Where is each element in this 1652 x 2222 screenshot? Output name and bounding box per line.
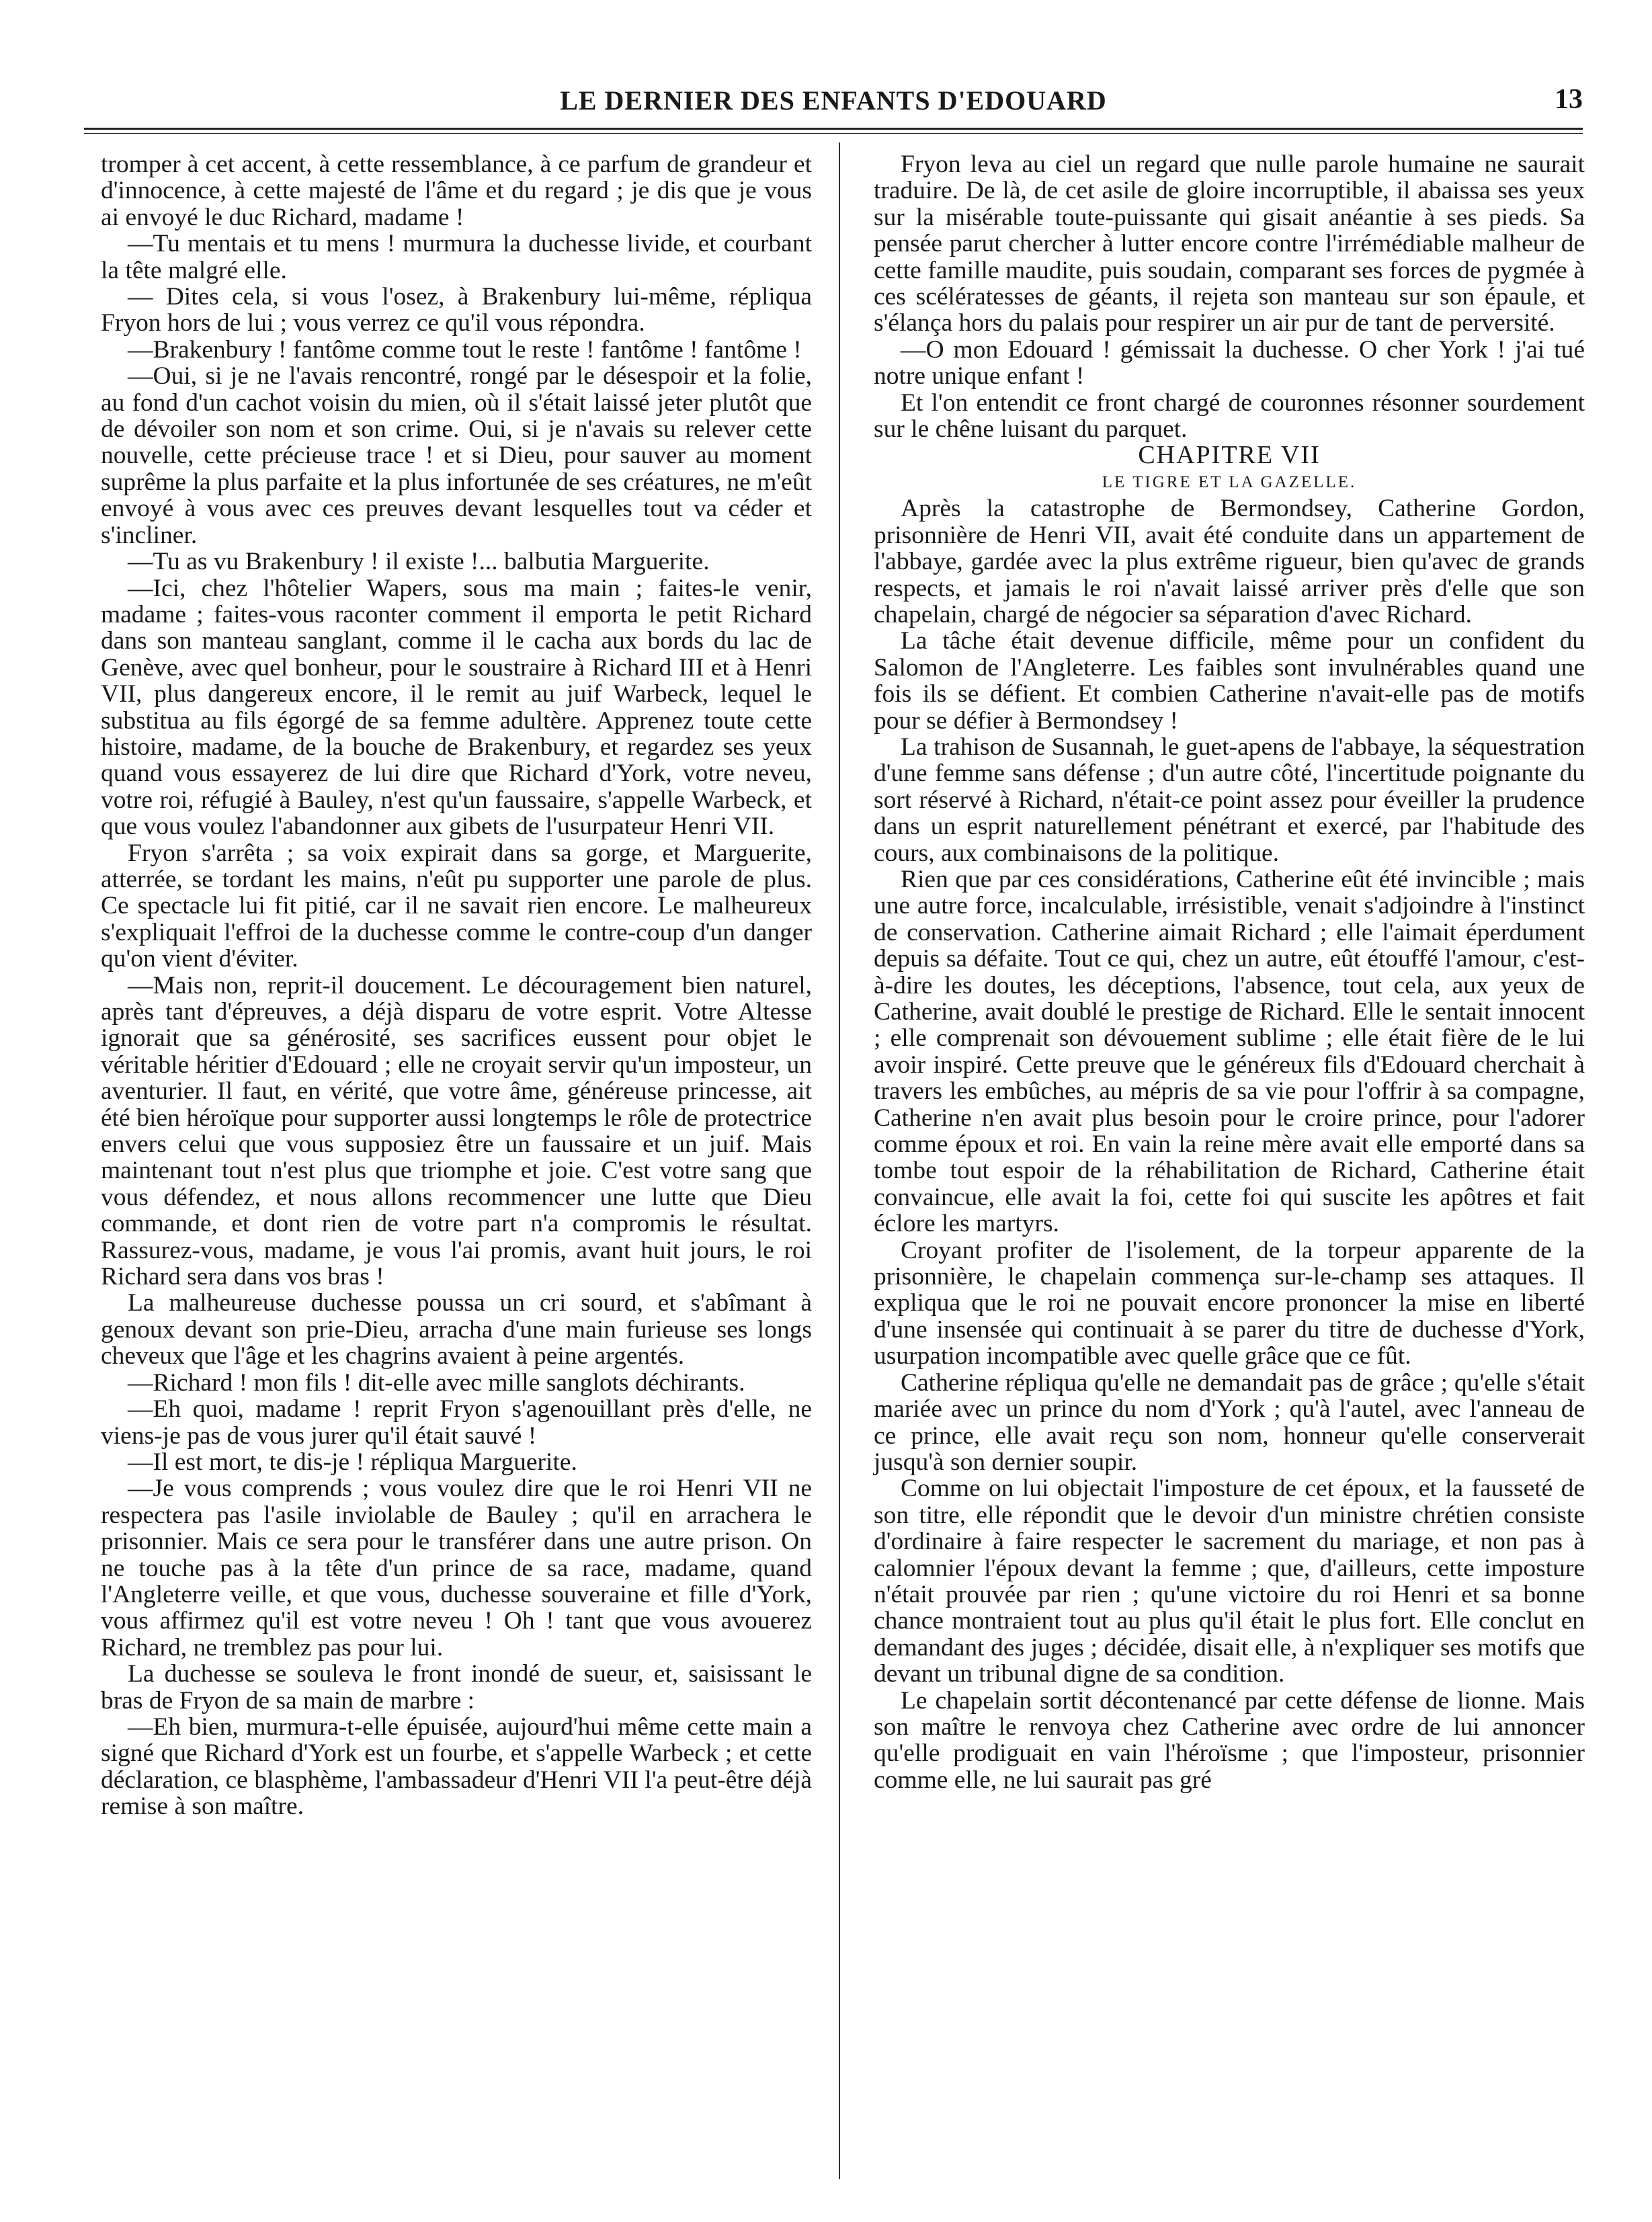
paragraph: Croyant profiter de l'isolement, de la torpeur apparente de la prisonnière, le chapelain commença sur-le-champ ses attaques. Il expliqua que le roi ne pouvait encore prononcer la mise en liberté d'une insensée qui continuait à se parer du titre de duchesse d'York, usurpation incompatible avec quelle grâce que ce fût. xyxy=(874,1236,1585,1370)
paragraph: La malheureuse duchesse poussa un cri sourd, et s'abîmant à genoux devant son prie-Dieu, arracha d'une main furieuse ses longs cheveux que l'âge et les chagrins avaient à peine argentés. xyxy=(101,1289,812,1370)
paragraph: Et l'on entendit ce front chargé de couronnes résonner sourdement sur le chêne luisant du parquet. xyxy=(874,388,1585,444)
paragraph: La tâche était devenue difficile, même pour un confident du Salomon de l'Angleterre. Les faibles sont invulnérables quand une fois ils se défient. Et combien Catherine n'avait-elle pas de motifs pour se défier à Bermondsey ! xyxy=(874,627,1585,735)
right-column xyxy=(874,151,1585,1793)
running-header xyxy=(84,79,1583,120)
paragraph: —Ici, chez l'hôtelier Wapers, sous ma main ; faites-le venir, madame ; faites-vous raconter comment il emporta le petit Richard dans son manteau sanglant, comme il le cacha aux bords du lac de Genève, avec quel bonheur, pour le soustraire à Richard III et à Henri VII, plus dangereux encore, il le remit au juif Warbeck, lequel le substitua au fils égorgé de sa femme adultère. Apprenez toute cette histoire, madame, de la bouche de Brakenbury, et regardez ses yeux quand vous essayerez de lui dire que Richard d'York, votre neveu, votre roi, réfugié à Bauley, n'est qu'un faussaire, s'appelle Warbeck, et que vous voulez l'abandonner aux gibets de l'usurpateur Henri VII. xyxy=(101,574,812,841)
paragraph: tromper à cet accent, à cette ressemblance, à ce parfum de grandeur et d'innocence, à cette majesté de l'âme et du regard ; je dis que je vous ai envoyé le duc Richard, madame ! xyxy=(101,151,812,231)
paragraph: —Brakenbury ! fantôme comme tout le reste ! fantôme ! fantôme ! xyxy=(128,335,802,364)
paragraph: —Mais non, reprit-il doucement. Le découragement bien naturel, après tant d'épreuves, a déjà disparu de votre esprit. Votre Altesse ignorait que sa générosité, ses sacrifices eussent pour objet le véritable héritier d'Edouard ; elle ne croyait servir qu'un imposteur, un aventurier. Il faut, en vérité, que votre âme, généreuse princesse, ait été bien héroïque pour supporter aussi longtemps le rôle de protectrice envers celui que vous supposiez être un faussaire et un juif. Mais maintenant tout n'est plus que triomphe et joie. C'est votre sang que vous défendez, et nous allons recommencer une lutte que Dieu commande, et dont rien de votre part n'a compromis le résultat. Rassurez-vous, madame, je vous l'ai promis, avant huit jours, le roi Richard sera dans vos bras ! xyxy=(101,971,812,1291)
paragraph: Fryon s'arrêta ; sa voix expirait dans sa gorge, et Marguerite, atterrée, se tordant les mains, n'eût pu supporter une parole de plus. Ce spectacle lui fit pitié, car il ne savait rien encore. Le malheureux s'expliquait l'effroi de la duchesse comme le contre-coup d'un danger qu'on vient d'éviter. xyxy=(101,839,812,973)
paragraph: Après la catastrophe de Bermondsey, Catherine Gordon, prisonnière de Henri VII, avait été conduite dans un appartement de l'abbaye, gardée avec la plus extrême rigueur, bien qu'avec de grands respects, et jamais le roi n'avait laissé arriver près d'elle que son chapelain, chargé de négocier sa séparation d'avec Richard. xyxy=(874,495,1585,628)
paragraph: —Tu as vu Brakenbury ! il existe !... balbutia Marguerite. xyxy=(128,548,710,576)
header-rule-thin xyxy=(84,133,1583,134)
paragraph: — Dites cela, si vous l'osez, à Brakenbury lui-même, répliqua Fryon hors de lui ; vous verrez ce qu'il vous répondra. xyxy=(101,283,812,337)
paragraph: —Oui, si je ne l'avais rencontré, rongé par le désespoir et la folie, au fond d'un cachot voisin du mien, où il s'était laissé jeter plutôt que de dévoiler son nom et son crime. Oui, si je n'avais su relever cette nouvelle, cette précieuse trace ! et si Dieu, pour sauver au moment suprême la plus parfaite et la plus infortunée de ses créatures, ne m'eût envoyé à vous avec ces preuves devant lesquelles tout va céder et s'incliner. xyxy=(101,362,812,549)
paragraph: —Je vous comprends ; vous voulez dire que le roi Henri VII ne respectera pas l'asile inviolable de Bauley ; qu'il en arrachera le prisonnier. Mais ce sera pour le transférer dans une autre prison. On ne touche pas à la tête d'un prince de sa race, madame, quand l'Angleterre veille, et que vous, duchesse souveraine et fille d'York, vous affirmez qu'il est votre neveu ! Oh ! tant que vous avouerez Richard, ne tremblez pas pour lui. xyxy=(101,1475,812,1661)
page-number: 13 xyxy=(1555,84,1583,115)
paragraph: La trahison de Susannah, le guet-apens de l'abbaye, la séquestration d'une femme sans défense ; d'un autre côté, l'incertitude poignante du sort réservé à Richard, n'était-ce point assez pour éveiller la prudence dans un esprit naturellement pénétrant et exercé, par l'habitude des cours, aux combinaisons de la politique. xyxy=(874,733,1585,867)
paragraph: Catherine répliqua qu'elle ne demandait pas de grâce ; qu'elle s'était mariée avec un prince du nom d'York ; qu'à l'autel, avec l'anneau de ce prince, elle avait reçu son nom, honneur qu'elle conserverait jusqu'à son dernier soupir. xyxy=(874,1368,1585,1476)
paragraph: —Richard ! mon fils ! dit-elle avec mille sanglots déchirants. xyxy=(128,1368,745,1397)
left-column xyxy=(101,151,812,1820)
chapter-title: CHAPITRE VII xyxy=(1138,441,1321,470)
paragraph: —Il est mort, te dis-je ! répliqua Marguerite. xyxy=(128,1448,577,1476)
running-title: LE DERNIER DES ENFANTS D'EDOUARD xyxy=(560,85,1107,116)
paragraph: La duchesse se souleva le front inondé de sueur, et, saisissant le bras de Fryon de sa main de marbre : xyxy=(101,1660,812,1715)
paragraph: —Eh bien, murmura-t-elle épuisée, aujourd'hui même cette main a signé que Richard d'York est un fourbe, et s'appelle Warbeck ; et cette déclaration, ce blasphème, l'ambassadeur d'Henri VII l'a peut-être déjà remise à son maître. xyxy=(101,1713,812,1821)
paragraph: Rien que par ces considérations, Catherine eût été invincible ; mais une autre force, incalculable, irrésistible, venait s'adjoindre à l'instinct de conservation. Catherine aimait Richard ; elle l'aimait éperdument depuis sa défaite. Tout ce qui, chez un autre, eût étouffé l'amour, c'est-à-dire les doutes, les déceptions, l'absence, tout cela, aux yeux de Catherine, avait doublé le prestige de Richard. Elle le sentait innocent ; elle comprenait son dévouement sublime ; elle était fière de le lui avoir inspiré. Cette preuve que le généreux fils d'Edouard cherchait à travers les embûches, au mépris de sa vie pour l'offrir à sa compagne, Catherine n'en avait plus besoin pour le croire prince, pour l'adorer comme époux et roi. En vain la reine mère avait elle emporté dans sa tombe tout espoir de la réhabilitation de Richard, Catherine était convaincue, elle avait la foi, cette foi qui suscite les apôtres et fait éclore les martyrs. xyxy=(874,865,1585,1238)
paragraph: Fryon leva au ciel un regard que nulle parole humaine ne saurait traduire. De là, de cet asile de gloire incorruptible, il abaissa ses yeux sur la misérable toute-puissante qui gisait anéantie à ses pieds. Sa pensée parut chercher à lutter encore contre l'irrémédiable malheur de cette famille maudite, puis soudain, comparant ses forces de pygmée à ces scélératesses de géants, il rejeta son manteau sur son épaule, et s'élança hors du palais pour respirer un air pur de tant de perversité. xyxy=(874,151,1585,337)
paragraph: Comme on lui objectait l'imposture de cet époux, et la fausseté de son titre, elle répondit que le devoir d'un ministre chrétien consiste d'ordinaire à faire respecter le sacrement du mariage, et non pas à calomnier l'époux devant la femme ; que, d'ailleurs, cette imposture n'était prouvée par rien ; qu'une victoire du roi Henri et sa bonne chance montraient tout au plus qu'il était le plus fort. Elle conclut en demandant des juges ; décidée, disait elle, à n'expliquer ses motifs que devant un tribunal digne de sa condition. xyxy=(874,1475,1585,1688)
paragraph: —O mon Edouard ! gémissait la duchesse. O cher York ! j'ai tué notre unique enfant ! xyxy=(874,335,1585,390)
chapter-subtitle: LE TIGRE ET LA GAZELLE. xyxy=(1102,472,1357,491)
paragraph: —Tu mentais et tu mens ! murmura la duchesse livide, et courbant la tête malgré elle. xyxy=(101,230,812,284)
column-divider xyxy=(839,142,840,2179)
header-rule xyxy=(84,128,1583,130)
paragraph: —Eh quoi, madame ! reprit Fryon s'agenouillant près d'elle, ne viens-je pas de vous jurer qu'il était sauvé ! xyxy=(101,1395,812,1450)
paragraph: Le chapelain sortit décontenancé par cette défense de lionne. Mais son maître le renvoya chez Catherine avec ordre de lui annoncer qu'elle prodiguait en vain l'héroïsme ; que l'imposteur, prisonnier comme elle, ne lui saurait pas gré xyxy=(874,1686,1585,1794)
